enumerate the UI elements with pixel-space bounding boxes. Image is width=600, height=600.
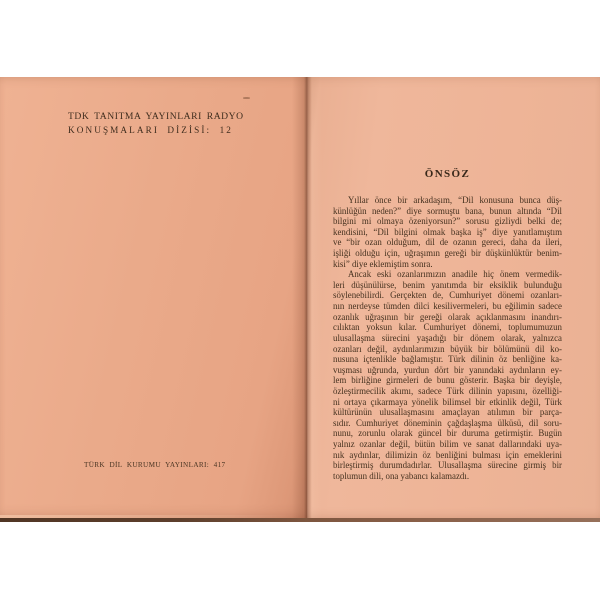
paper-speck: [243, 97, 250, 99]
body-line: nusuna içtenlikle bağlamıştır. Türk dilinin öz benliğine ka-: [333, 354, 562, 365]
body-line: vuşması uğrunda, yurdun dört bir yanındaki aydınların ey-: [333, 364, 562, 375]
body-line: Yıllar önce bir arkadaşım, “Dil konusuna bunca düş-: [348, 195, 562, 205]
left-page: [0, 77, 307, 518]
page-stack-edge: [0, 518, 600, 522]
preface-title: ÖNSÖZ: [424, 168, 471, 180]
body-line: nın nerdeyse tümden dilci kesilivermeleri, bu eğilimin sadece: [333, 301, 562, 312]
body-line: ve “bir ozan olduğum, dil de ozanın gereci, daha da ileri,: [333, 237, 562, 248]
body-text: [333, 195, 562, 481]
right-page: [307, 77, 600, 518]
body-line: nunu, zorunlu olarak güncel bir duruma getirmiştir. Bugün: [333, 428, 562, 439]
series-header-line-2: KONUŞMALARI DİZİSİ: 12: [68, 125, 233, 135]
body-line: kendisini, “Dil bilgini olmak başka iş” diye yanıtlamıştım: [333, 226, 562, 237]
book-spread: [0, 77, 600, 522]
body-line: yalnız ozanlar değil, bütün bilim ve sanat dallarındaki uya-: [333, 439, 562, 450]
publisher-footer: TÜRK DİL KURUMU YAYINLARI: 417: [84, 461, 226, 469]
body-line: ozanlık uğraşının bir gereği olarak açıklanmasını inandırı-: [333, 311, 562, 322]
body-line: nık aydınlar, dilimizin öz benliğini bulması için emeklerini: [333, 449, 562, 460]
body-line: kisi” diye eklemiştim sonra.: [333, 258, 433, 269]
body-line: özleştirmecilik akımı, sadece Türk dilinin yapısını, özelliği-: [333, 385, 562, 396]
body-line: lem birliğine girmeleri de bunu gösterir. Başka bir deyişle,: [333, 375, 562, 386]
series-header-line-1: TDK TANITMA YAYINLARI RADYO: [68, 111, 244, 122]
body-line: işliği olduğu için, uğraşımın gereği bir düşkünlüktür benim-: [333, 248, 562, 259]
body-line: kültürünün ulusallaşmasını amaçlayan atılımın bir parça-: [333, 407, 562, 418]
body-line: ni ortaya çıkarmaya yönelik bilimsel bir etkinlik değil, Türk: [333, 396, 562, 407]
body-line: Ancak eski ozanlarımızın anadile hiç önem vermedik-: [348, 269, 562, 280]
body-line: bilgini mi olmaya özeniyorsun?” sorusu gizliydi belki de;: [333, 216, 562, 227]
body-line: sıdır. Cumhuriyet döneminin çağdaşlaşma ülküsü, dil soru-: [333, 417, 562, 428]
body-line: birleştirmiş durumdadırlar. Ulusallaşma sürecine girmiş bir: [333, 460, 562, 471]
body-line: ulusallaşma sürecini yaşadığı bir dönem olarak, yalnızca: [333, 332, 562, 343]
series-header: [68, 111, 268, 135]
body-line: toplumun dili, ona yabancı kalamazdı.: [333, 470, 470, 481]
body-line: ozanları değil, aydınlarımızın büyük bir bölümünü dil ko-: [333, 343, 562, 354]
body-line: söylenebilirdi. Gerçekten de, Cumhuriyet dönemi ozanları-: [333, 290, 562, 301]
body-line: leri düşünülürse, benim yanıtımda bir eksiklik bulunduğu: [333, 279, 562, 290]
body-line: cılıktan yoksun kılar. Cumhuriyet dönemi, toplumumuzun: [333, 322, 562, 333]
body-line: künlüğün neden?” diye sormuştu bana, bunun altında “Dil: [333, 205, 562, 216]
